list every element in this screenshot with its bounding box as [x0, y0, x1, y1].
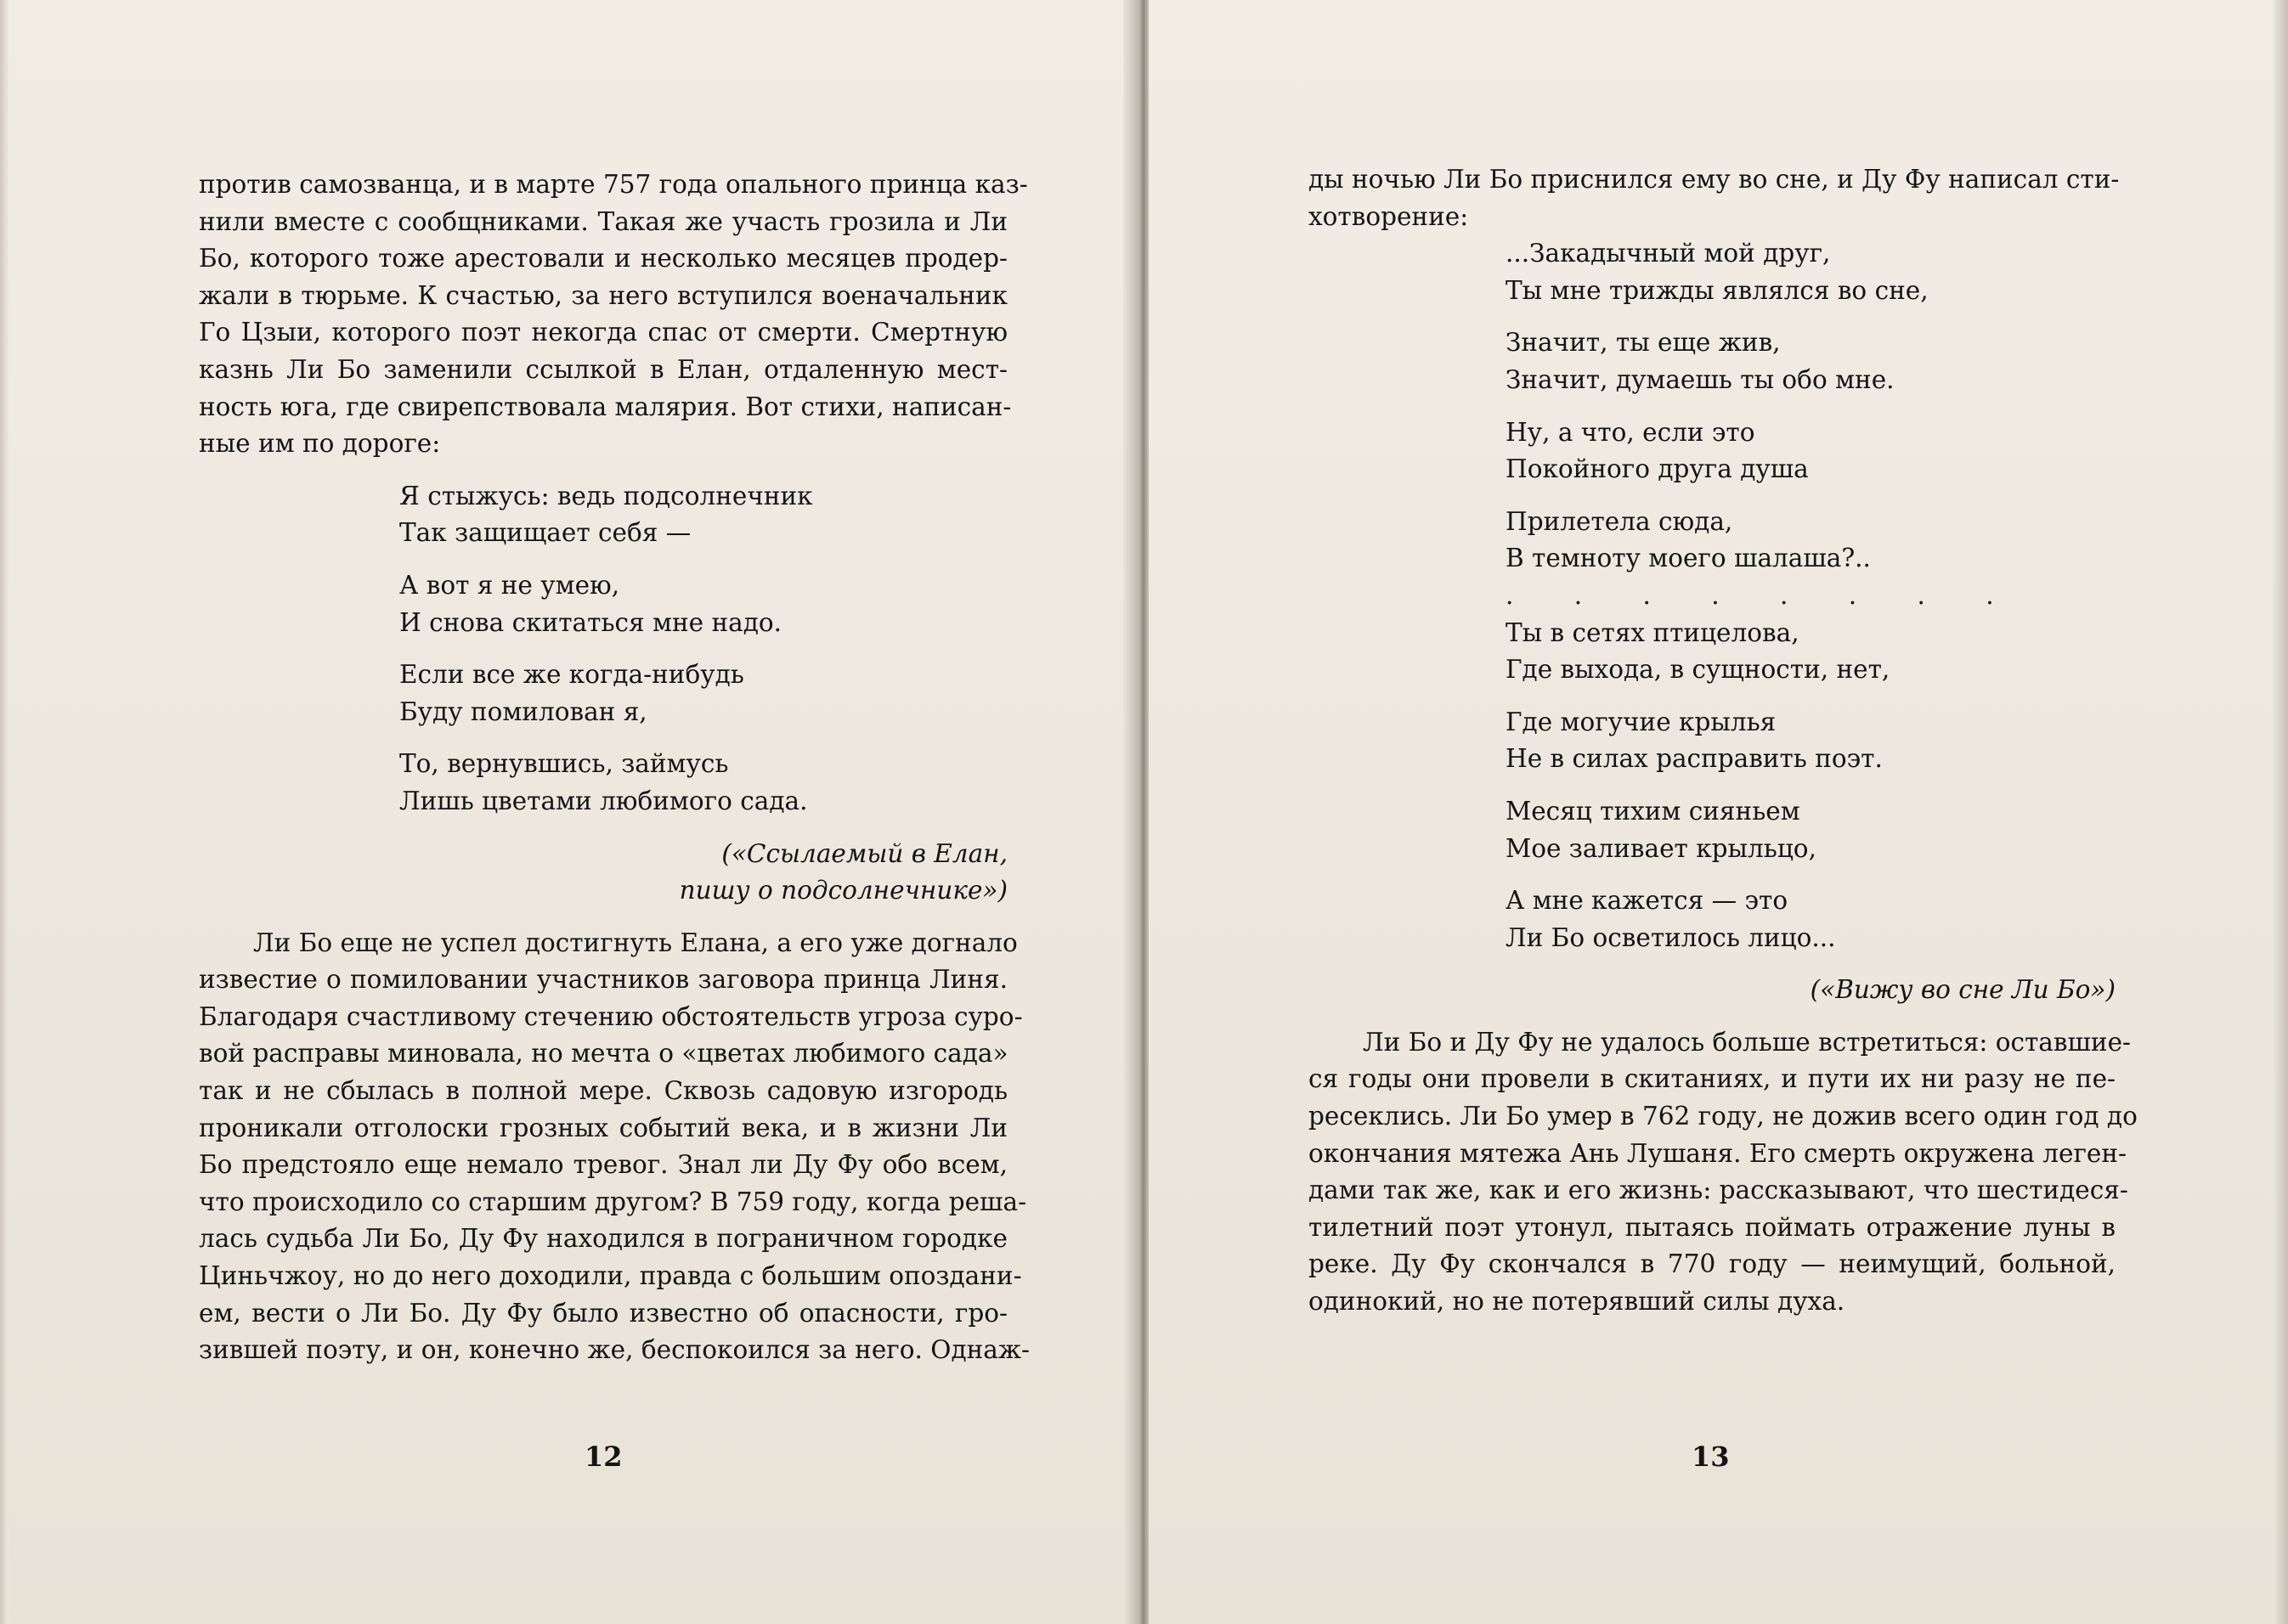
text-line: ные им по дороге:	[199, 429, 441, 459]
poem-line: Я стыжусь: ведь подсолнечник	[399, 481, 813, 510]
poem-line: Значит, ты еще жив,	[1506, 328, 1781, 358]
text-line: известие о помиловании участников заговора принца Линя.	[199, 965, 1008, 995]
poem-line: Ты мне трижды являлся во сне,	[1506, 275, 1929, 305]
page-number-left: 12	[585, 1441, 623, 1473]
poem-stanza	[1506, 793, 2116, 867]
text-line: жали в тюрьме. К счастью, за него вступился военачальник	[199, 280, 1008, 310]
poem-stanza	[399, 567, 1008, 641]
poem-line: Месяц тихим сияньем	[1506, 796, 1800, 826]
text-line: так и не сбылась в полной мере. Сквозь садовую изгородь	[199, 1076, 1008, 1106]
text-line: дами так же, как и его жизнь: рассказывают, что шестидеся-	[1308, 1176, 2128, 1205]
poem-line: А мне кажется — это	[1506, 886, 1788, 916]
right-paragraph-1	[1308, 161, 2120, 235]
poem-stanza	[1506, 882, 2116, 956]
left-page-edge	[0, 0, 8, 1624]
text-line: ресеклись. Ли Бо умер в 762 году, не дожив всего один год до	[1308, 1102, 2138, 1131]
poem-stanza	[1506, 414, 2116, 488]
text-line: Ли Бо еще не успел достигнуть Елана, а его уже догнало	[253, 928, 1018, 957]
poem-line: ...Закадычный мой друг,	[1506, 239, 1831, 268]
text-line: лась судьба Ли Бо, Ду Фу находился в пограничном городке	[199, 1224, 1008, 1254]
right-page-text	[1308, 161, 2138, 1321]
poem-stanza	[1506, 235, 2116, 309]
poem-stanza	[1506, 504, 2116, 578]
page-number-right: 13	[1692, 1441, 1730, 1473]
text-line: зившей поэту, и он, конечно же, беспокоился за него. Однаж-	[199, 1335, 1030, 1365]
text-line: ся годы они провели в скитаниях, и пути их ни разу не пе-	[1308, 1064, 2116, 1094]
text-line: Ли Бо и Ду Фу не удалось больше встретиться: оставшие-	[1363, 1027, 2132, 1057]
right-poem	[1506, 235, 2116, 956]
right-poem-source: («Вижу во сне Ли Бо»)	[1810, 975, 2116, 1005]
poem-line: Где могучие крылья	[1506, 707, 1777, 736]
poem-line: А вот я не умею,	[399, 570, 620, 600]
poem-line: Ну, а что, если это	[1506, 417, 1755, 447]
poem-line: Значит, думаешь ты обо мне.	[1506, 364, 1895, 394]
text-line: Го Цзыи, которого поэт некогда спас от смерти. Смертную	[199, 318, 1008, 347]
text-line: Бо предстояло еще немало тревог. Знал ли Ду Фу обо всем,	[199, 1150, 1008, 1180]
left-paragraph-2	[199, 925, 1030, 1369]
text-line: окончания мятежа Ань Лушаня. Его смерть окружена леген-	[1308, 1138, 2127, 1168]
text-line: Бо, которого тоже арестовали и несколько месяцев продер-	[199, 244, 1008, 273]
text-line: против самозванца, и в марте 757 года опального принца каз-	[199, 170, 1028, 199]
poem-line: В темноту моего шалаша?..	[1506, 544, 1871, 573]
poem-line: То, вернувшись, займусь	[399, 749, 729, 779]
left-page	[0, 0, 1138, 1624]
text-line: реке. Ду Фу скончался в 770 году — неимущий, больной,	[1308, 1249, 2116, 1279]
poem-line: Где выхода, в сущности, нет,	[1506, 655, 1890, 685]
poem-source-line: («Ссылаемый в Елан,	[721, 838, 1008, 868]
text-line: проникали отголоски грозных событий века, и в жизни Ли	[199, 1113, 1008, 1142]
left-paragraph-1	[199, 166, 1028, 463]
poem-stanza	[399, 478, 1008, 552]
poem-line: Буду помилован я,	[399, 696, 647, 726]
poem-stanza	[1506, 324, 2116, 398]
text-line: одинокий, но не потерявший силы духа.	[1308, 1287, 1845, 1317]
text-line: что происходило со старшим другом? В 759 году, когда реша-	[199, 1187, 1027, 1216]
poem-line: Мое заливает крыльцо,	[1506, 833, 1816, 863]
poem-source-line: пишу о подсолнечнике»)	[679, 876, 1008, 905]
text-line: хотворение:	[1308, 201, 1469, 231]
text-line: нили вместе с сообщниками. Такая же участь грозила и Ли	[199, 206, 1008, 236]
poem-stanza	[399, 657, 1008, 730]
text-line: ем, вести о Ли Бо. Ду Фу было известно об опасности, гро-	[199, 1298, 1008, 1328]
text-line: Благодаря счастливому стечению обстоятельств угроза суро-	[199, 1001, 1023, 1031]
text-line: вой расправы миновала, но мечта о «цветах любимого сада»	[199, 1039, 1008, 1069]
left-poem-source	[199, 836, 1008, 910]
right-page-edge	[2273, 0, 2288, 1624]
poem-stanza	[1506, 615, 2116, 689]
poem-stanza	[1506, 704, 2116, 778]
text-line: казнь Ли Бо заменили ссылкой в Елан, отдаленную мест-	[199, 354, 1008, 384]
text-line: ды ночью Ли Бо приснился ему во сне, и Ду Фу написал сти-	[1308, 165, 2120, 194]
poem-line: Лишь цветами любимого сада.	[399, 786, 808, 815]
poem-line: Если все же когда-нибудь	[399, 660, 744, 690]
text-line: тилетний поэт утонул, пытаясь поймать отражение луны в	[1308, 1212, 2116, 1242]
poem-line: Так защищает себя —	[399, 518, 692, 548]
poem-line: И снова скитаться мне надо.	[399, 607, 782, 637]
text-line: ность юга, где свирепствовала малярия. Вот стихи, написан-	[199, 392, 1012, 421]
left-poem	[399, 478, 1008, 820]
poem-line: Не в силах расправить поэт.	[1506, 744, 1883, 774]
left-page-text	[199, 166, 1030, 1369]
poem-stanza	[399, 746, 1008, 820]
omission-dots: . . . . . . . .	[1506, 580, 2020, 610]
poem-line: Ты в сетях птицелова,	[1506, 617, 1799, 647]
poem-line: Прилетела сюда,	[1506, 506, 1733, 536]
text-line: Циньчжоу, но до него доходили, правда с большим опоздани-	[199, 1261, 1022, 1291]
poem-line: Покойного друга душа	[1506, 454, 1809, 484]
right-paragraph-2	[1308, 1024, 2138, 1321]
poem-line: Ли Бо осветилось лицо...	[1506, 922, 1836, 952]
